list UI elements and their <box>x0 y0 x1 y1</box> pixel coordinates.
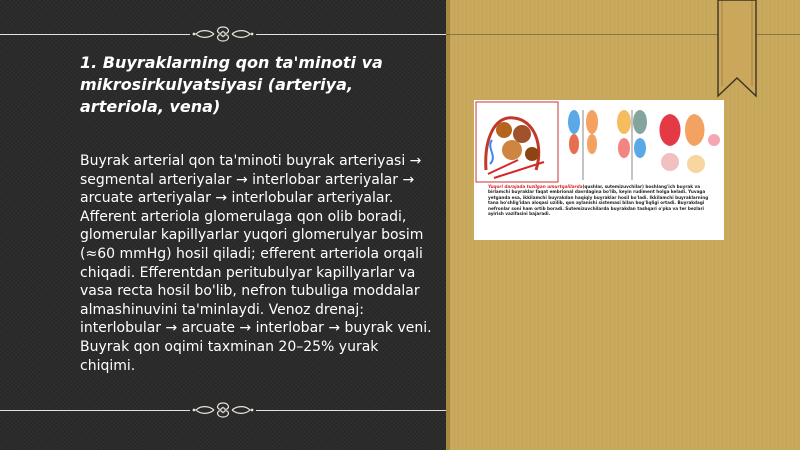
scroll-ornament-icon <box>190 24 256 44</box>
scroll-ornament-icon <box>190 400 256 420</box>
kidney-illustration <box>474 100 724 240</box>
bookmark-ribbon-icon <box>716 0 758 98</box>
figure-caption-rest: (qushlar, sutemizuvchilar) boshlang'ich buyrak va birlamchi buyraklar faqat embrional davrdagina bo'lib, keyin rudiment holga keladi. Yuvaga yetganda esa, ikkilamchi buyrakdan haqiqiy buyraklar hosil bo'ladi. Ikkilamchi buyraklarning tana bo'shlig'idan aloqasi uzilib, qon aylanishi sistemasi bilan bog'liqligi ortadi. Buyrakdagi nefronlar soni ham ortib boradi. Sutemizuvchilarda buyrakdan tashqari o'pka va ter bezlari ayirish vazifasini bajaradi. <box>488 184 709 217</box>
figure-caption-lead: Yuqori darajada tuzilgan umurtqalilarda <box>488 184 583 189</box>
figure-caption <box>488 184 720 216</box>
slide-title: 1. Buyraklarning qon ta'minoti va mikrosirkulyatsiyasi (arteriya, arteriola, vena) <box>80 53 383 116</box>
slide-body-text: Buyrak arterial qon ta'minoti buyrak arteriyasi → segmental arteriyalar → interlobar arteriyalar → arcuate arteriyalar → interlobular arteriyalar. Afferent arteriola glomerulaga qon olib boradi, glomerular kapillyarlar yuqori glomerulyar bosim (≈60 mmHg) hosil qiladi; efferent arteriola orqali chiqadi. Efferentdan peritubulyar kapillyarlar va vasa recta hosil bo'lib, nefron tubuliga moddalar almashinuvini ta'minlaydi. Venoz drenaj: interlobular → arcuate → interlobar → buyrak veni. Buyrak qon oqimi taxminan 20–25% yurak chiqimi. <box>80 153 432 374</box>
kidney-anatomy-image <box>474 100 724 184</box>
